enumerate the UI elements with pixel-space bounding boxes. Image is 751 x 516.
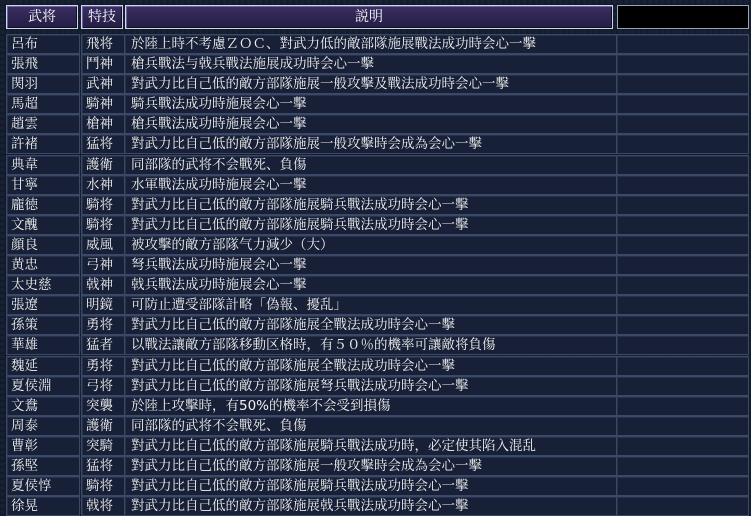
extra-cell <box>616 114 749 134</box>
description-cell: 以戰法讓敵方部隊移動区格時，有５０％的機率可讓敵将負傷 <box>124 335 617 355</box>
officer-name-cell: 呂布 <box>6 34 80 54</box>
description-cell: 槍兵戰法与戟兵戰法施展成功時会心一擊 <box>124 54 617 74</box>
officer-name-cell: 関羽 <box>6 74 80 94</box>
officer-name-cell: 典韋 <box>6 155 80 175</box>
skill-cell: 鬥神 <box>81 54 125 74</box>
table-row[interactable] <box>0 314 751 334</box>
table-row[interactable] <box>0 274 751 294</box>
description-cell: 對武力比自己低的敵方部隊施展騎兵戰法成功時会心一擊 <box>124 195 617 215</box>
extra-cell <box>616 175 749 195</box>
extra-cell <box>616 74 749 94</box>
skill-cell: 水神 <box>81 175 125 195</box>
description-cell: 同部隊的武将不会戰死、負傷 <box>124 155 617 175</box>
description-cell: 槍兵戰法成功時施展会心一擊 <box>124 114 617 134</box>
skill-cell: 騎将 <box>81 215 125 235</box>
table-row[interactable] <box>0 93 751 113</box>
description-cell: 對武力比自己低的敵方部隊施展一般攻擊時会成為会心一擊 <box>124 456 617 476</box>
description-cell: 騎兵戰法成功時施展会心一擊 <box>124 94 617 114</box>
officer-name-cell: 甘寧 <box>6 175 80 195</box>
skill-cell: 武神 <box>81 74 125 94</box>
description-cell: 對武力比自己低的敵方部隊施展騎兵戰法成功時会心一擊 <box>124 476 617 496</box>
table-row[interactable] <box>0 154 751 174</box>
table-body <box>0 33 751 515</box>
extra-cell <box>616 335 749 355</box>
extra-cell <box>616 195 749 215</box>
officer-name-cell: 龐徳 <box>6 195 80 215</box>
table-row[interactable] <box>0 355 751 375</box>
description-cell: 於陸上攻擊時，有50%的機率不会受到損傷 <box>124 396 617 416</box>
description-cell: 對武力比自己低的敵方部隊施展戟兵戰法成功時会心一擊 <box>124 496 617 516</box>
description-cell: 對武力比自己低的敵方部隊施展一般攻擊及戰法成功時会心一擊 <box>124 74 617 94</box>
extra-cell <box>616 396 749 416</box>
table-row[interactable] <box>0 73 751 93</box>
extra-cell <box>616 295 749 315</box>
description-cell: 弩兵戰法成功時施展会心一擊 <box>124 255 617 275</box>
extra-cell <box>616 476 749 496</box>
description-cell: 於陸上時不考慮ＺＯＣ、對武力低的敵部隊施展戰法成功時会心一擊 <box>124 34 617 54</box>
description-cell: 戟兵戰法成功時施展会心一擊 <box>124 275 617 295</box>
extra-cell <box>616 456 749 476</box>
description-cell: 對武力比自己低的敵方部隊施展騎兵戰法成功時，必定使其陷入混乱 <box>124 436 617 456</box>
description-cell: 對武力比自己低的敵方部隊施展全戰法成功時会心一擊 <box>124 315 617 335</box>
table-row[interactable] <box>0 214 751 234</box>
officer-name-cell: 文鴦 <box>6 396 80 416</box>
description-cell: 對武力比自己低的敵方部隊施展弩兵戰法成功時会心一擊 <box>124 376 617 396</box>
description-cell: 對武力比自己低的敵方部隊施展全戰法成功時会心一擊 <box>124 356 617 376</box>
officer-name-cell: 顔良 <box>6 235 80 255</box>
skill-cell: 猛将 <box>81 134 125 154</box>
table-row[interactable] <box>0 174 751 194</box>
extra-cell <box>616 215 749 235</box>
table-row[interactable] <box>0 113 751 133</box>
skill-cell: 戟神 <box>81 275 125 295</box>
officer-name-cell: 趙雲 <box>6 114 80 134</box>
table-row[interactable] <box>0 375 751 395</box>
extra-cell <box>616 94 749 114</box>
skill-cell: 槍神 <box>81 114 125 134</box>
skill-cell: 騎将 <box>81 195 125 215</box>
extra-cell <box>616 436 749 456</box>
skill-cell: 護衛 <box>81 155 125 175</box>
officer-name-cell: 夏侯惇 <box>6 476 80 496</box>
extra-cell <box>616 275 749 295</box>
skill-cell: 明鏡 <box>81 295 125 315</box>
table-row[interactable] <box>0 475 751 495</box>
skill-cell: 勇将 <box>81 315 125 335</box>
skill-cell: 突騎 <box>81 436 125 456</box>
table-row[interactable] <box>0 395 751 415</box>
skill-cell: 猛者 <box>81 335 125 355</box>
extra-cell <box>616 356 749 376</box>
description-cell: 同部隊的武将不会戰死、負傷 <box>124 416 617 436</box>
skill-cell: 騎神 <box>81 94 125 114</box>
table-row[interactable] <box>0 415 751 435</box>
officer-name-cell: 魏延 <box>6 356 80 376</box>
description-cell: 可防止遭受部隊計略「偽報、擾乱」 <box>124 295 617 315</box>
extra-cell <box>616 315 749 335</box>
skill-cell: 騎将 <box>81 476 125 496</box>
skill-cell: 威風 <box>81 235 125 255</box>
officer-name-cell: 黄忠 <box>6 255 80 275</box>
table-row[interactable] <box>0 334 751 354</box>
officer-name-cell: 馬超 <box>6 94 80 114</box>
officer-name-cell: 文醜 <box>6 215 80 235</box>
skill-cell: 飛将 <box>81 34 125 54</box>
officer-name-cell: 華雄 <box>6 335 80 355</box>
table-row[interactable] <box>0 133 751 153</box>
table-row[interactable] <box>0 435 751 455</box>
extra-cell <box>616 155 749 175</box>
officer-name-cell: 張飛 <box>6 54 80 74</box>
header-skill-button[interactable]: 特技 <box>81 5 123 29</box>
description-cell: 被攻擊的敵方部隊气力減少（大） <box>124 235 617 255</box>
extra-cell <box>616 255 749 275</box>
officer-name-cell: 曹彰 <box>6 436 80 456</box>
skill-cell: 勇将 <box>81 356 125 376</box>
skill-cell: 弓将 <box>81 376 125 396</box>
skill-cell: 弓神 <box>81 255 125 275</box>
officer-name-cell: 張遼 <box>6 295 80 315</box>
extra-cell <box>616 376 749 396</box>
officer-name-cell: 夏侯淵 <box>6 376 80 396</box>
extra-cell <box>616 496 749 516</box>
officer-name-cell: 徐晃 <box>6 496 80 516</box>
table-row[interactable] <box>0 33 751 53</box>
skill-cell: 猛将 <box>81 456 125 476</box>
officer-name-cell: 許褚 <box>6 134 80 154</box>
table-row[interactable] <box>0 294 751 314</box>
officer-name-cell: 太史慈 <box>6 275 80 295</box>
table-header <box>0 5 751 29</box>
officer-name-cell: 周泰 <box>6 416 80 436</box>
description-cell: 對武力比自己低的敵方部隊施展騎兵戰法成功時会心一擊 <box>124 215 617 235</box>
table-row[interactable] <box>0 254 751 274</box>
extra-cell <box>616 235 749 255</box>
header-officer-button[interactable]: 武将 <box>6 5 78 29</box>
extra-cell <box>616 34 749 54</box>
extra-cell <box>616 134 749 154</box>
extra-cell <box>616 416 749 436</box>
officer-name-cell: 孫堅 <box>6 456 80 476</box>
table-row[interactable] <box>0 495 751 515</box>
header-description-button[interactable]: 説明 <box>125 5 613 29</box>
skill-cell: 突襲 <box>81 396 125 416</box>
header-blank-panel <box>617 5 749 29</box>
officer-name-cell: 孫策 <box>6 315 80 335</box>
table-row[interactable] <box>0 455 751 475</box>
extra-cell <box>616 54 749 74</box>
description-cell: 對武力比自己低的敵方部隊施展一般攻擊時会成為会心一擊 <box>124 134 617 154</box>
table-row[interactable] <box>0 53 751 73</box>
skill-cell: 護衛 <box>81 416 125 436</box>
skill-cell: 戟将 <box>81 496 125 516</box>
table-row[interactable] <box>0 194 751 214</box>
description-cell: 水軍戰法成功時施展会心一擊 <box>124 175 617 195</box>
table-row[interactable] <box>0 234 751 254</box>
